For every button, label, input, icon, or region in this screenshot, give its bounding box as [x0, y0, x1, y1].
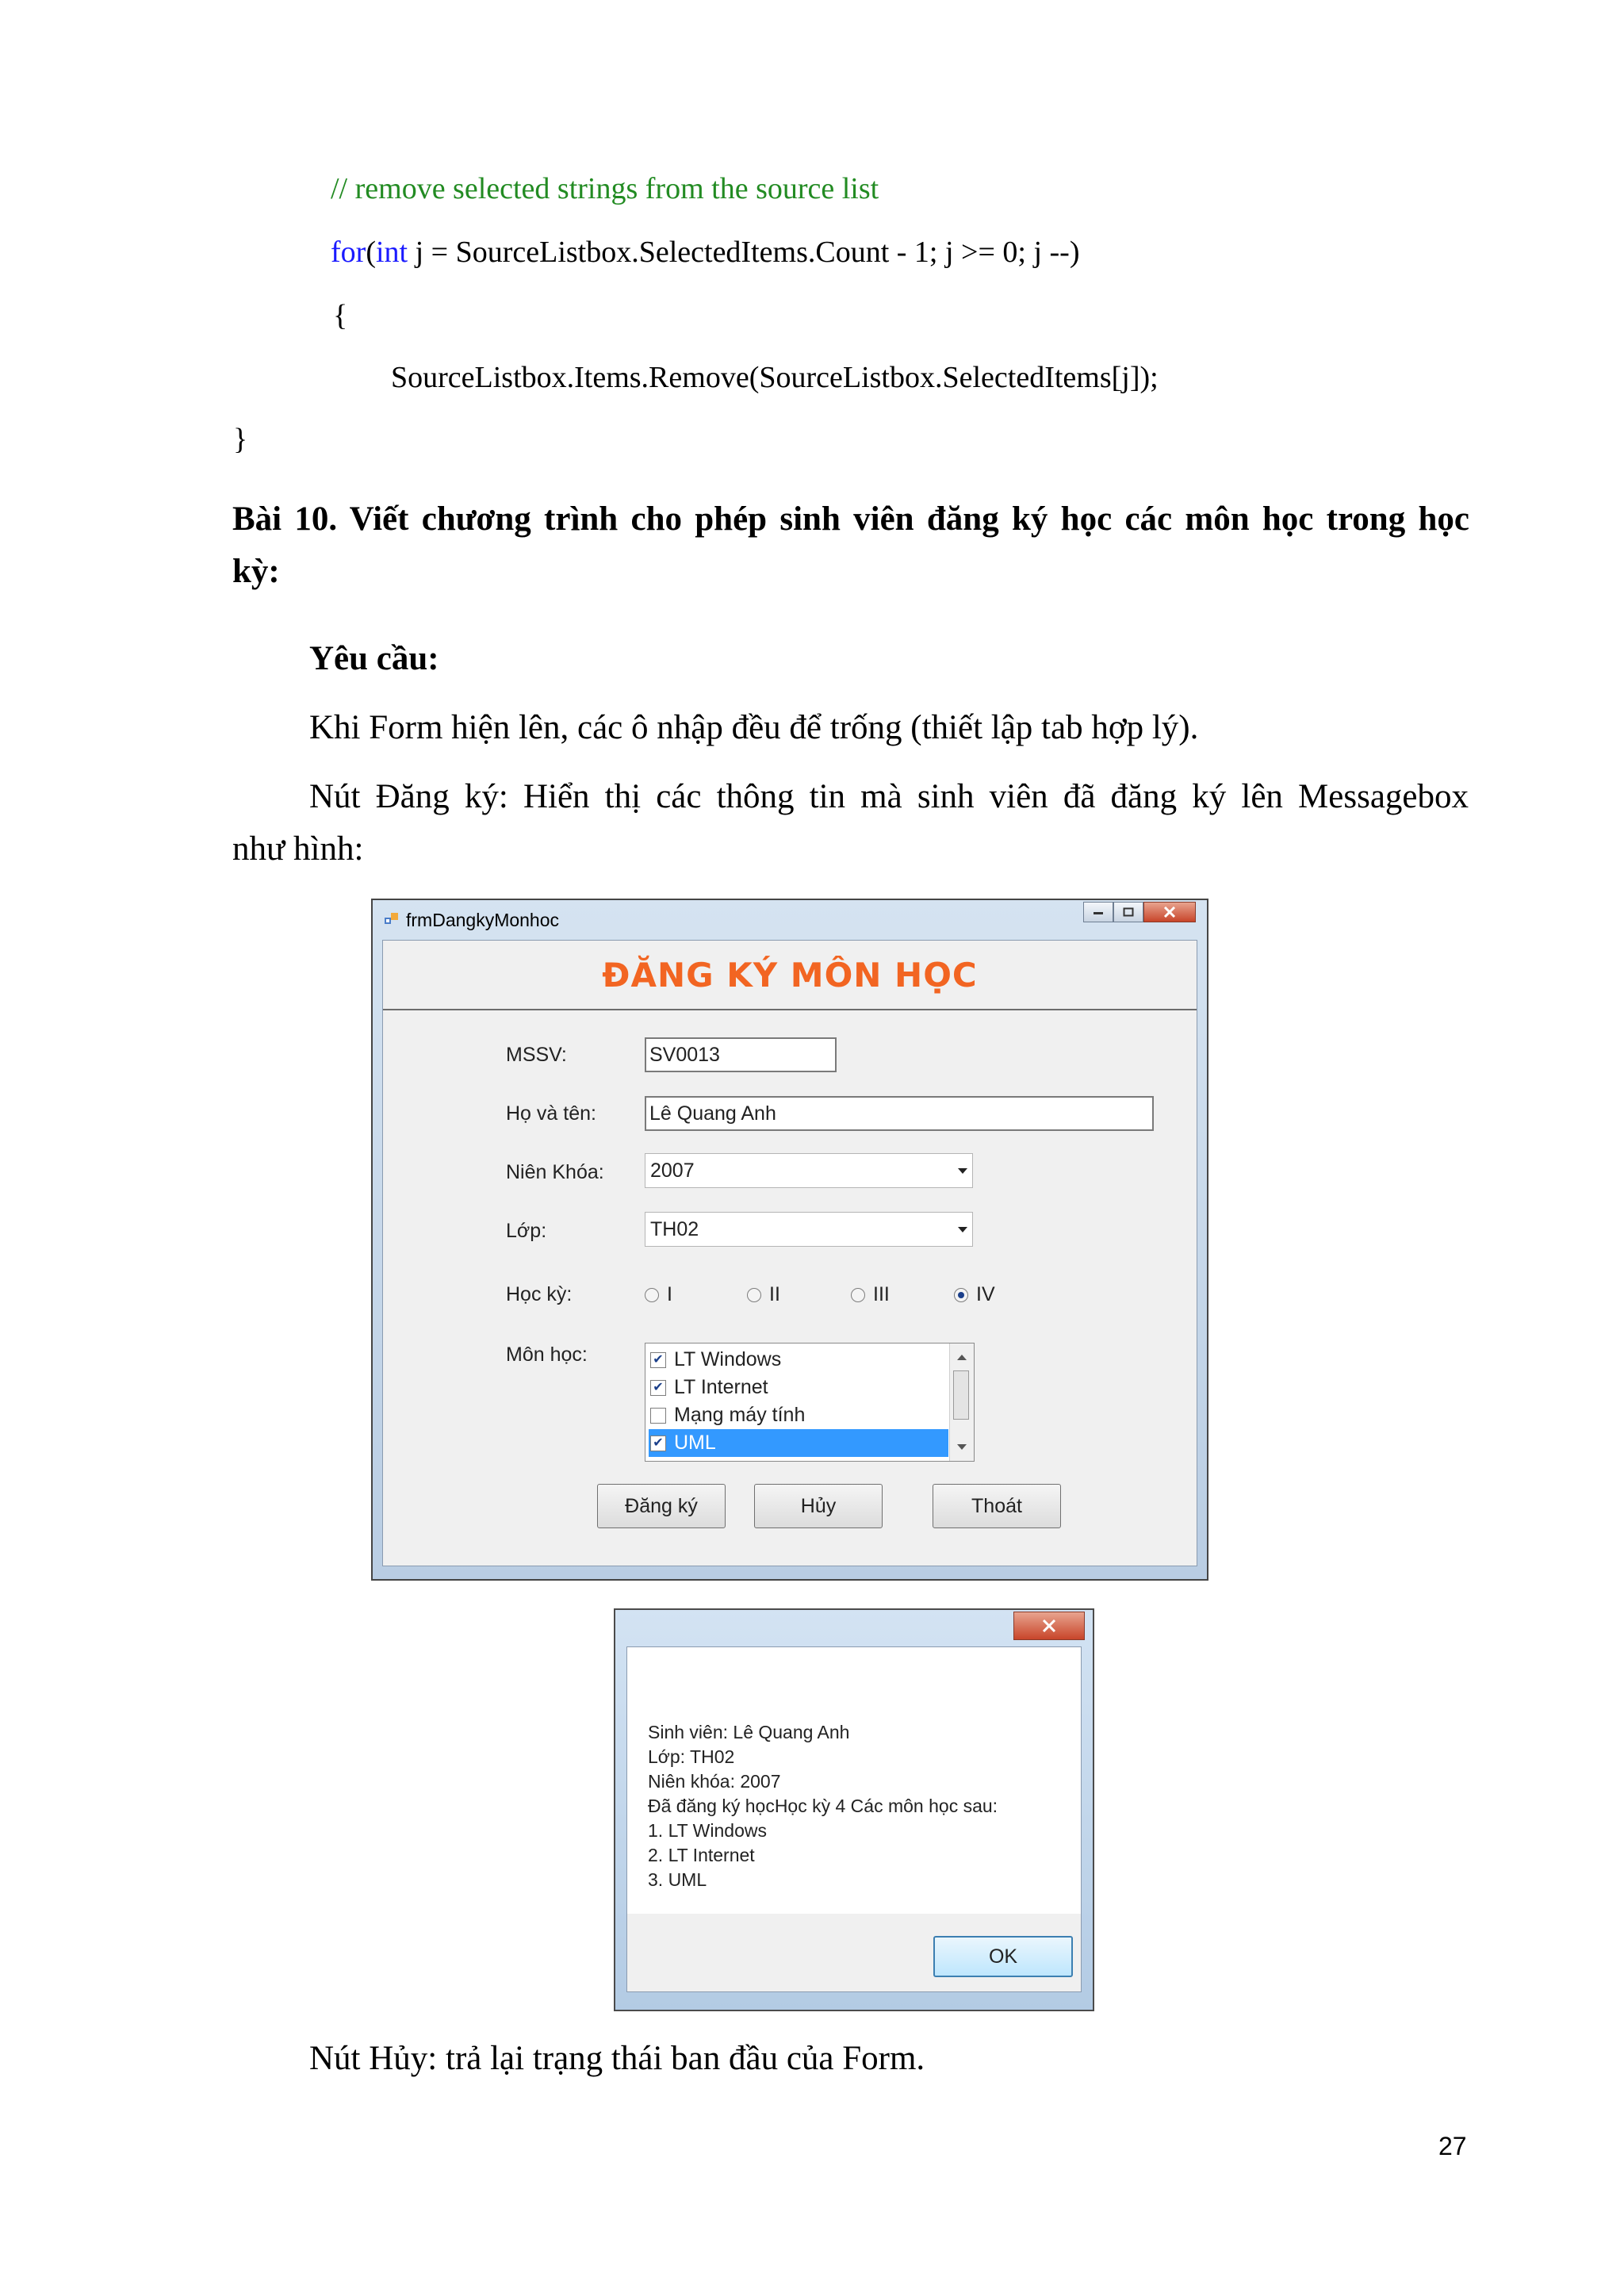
register-button[interactable]: Đăng ký [597, 1484, 726, 1528]
checkbox-checked-icon[interactable]: ✔ [650, 1380, 666, 1396]
listbox-scrollbar[interactable] [949, 1343, 974, 1461]
code-comment: // remove selected strings from the source list [331, 172, 879, 205]
subjects-listbox[interactable] [645, 1343, 975, 1462]
semester-radio-1[interactable] [645, 1283, 672, 1306]
name-label: Họ và tên: [506, 1102, 596, 1125]
messagebox-close-button[interactable] [1013, 1612, 1085, 1640]
exercise-title-line2: kỳ: [232, 553, 280, 590]
message-line: 2. LT Internet [648, 1845, 755, 1865]
app-icon [384, 911, 400, 927]
code-brace-close: } [233, 423, 248, 456]
message-line: Niên khóa: 2007 [648, 1771, 781, 1792]
subject-item-selected[interactable] [649, 1429, 948, 1457]
paragraph-register-button-line2: như hình: [232, 830, 364, 868]
maximize-button[interactable] [1113, 902, 1143, 922]
form-banner [383, 941, 1197, 1010]
chevron-down-icon [958, 1227, 967, 1232]
semester-option-label: I [667, 1283, 672, 1305]
chevron-down-icon [958, 1168, 967, 1174]
message-line: 1. LT Windows [648, 1820, 767, 1841]
subject-item[interactable] [649, 1346, 948, 1374]
semester-label: Học kỳ: [506, 1283, 573, 1305]
requirement-label: Yêu cầu: [309, 640, 439, 677]
minimize-icon [1093, 910, 1104, 914]
semester-option-label: III [873, 1283, 890, 1305]
semester-option-label: II [769, 1283, 780, 1305]
mssv-input[interactable]: SV0013 [645, 1037, 837, 1072]
radio-icon [851, 1288, 865, 1302]
code-brace-open: { [333, 299, 348, 332]
subject-label: UML [674, 1432, 716, 1454]
registration-form-window [371, 899, 1208, 1581]
year-label: Niên Khóa: [506, 1161, 604, 1183]
radio-selected-icon [954, 1288, 968, 1302]
form-banner-title: ĐĂNG KÝ MÔN HỌC [602, 955, 978, 995]
checkbox-unchecked-icon[interactable] [650, 1408, 666, 1424]
code-for-rest: j = SourceListbox.SelectedItems.Count - 1; j >= 0; j --) [408, 236, 1080, 269]
paragraph-cancel-button: Nút Hủy: trả lại trạng thái ban đầu của Form. [309, 2040, 925, 2077]
year-combobox[interactable] [645, 1153, 973, 1188]
scroll-thumb[interactable] [953, 1370, 969, 1420]
class-value: TH02 [650, 1218, 699, 1240]
maximize-icon [1123, 907, 1134, 917]
scroll-up-icon[interactable] [957, 1355, 967, 1360]
close-button[interactable] [1143, 902, 1196, 922]
mssv-label: MSSV: [506, 1044, 567, 1066]
message-line: Sinh viên: Lê Quang Anh [648, 1722, 850, 1742]
cancel-button[interactable]: Hủy [754, 1484, 883, 1528]
close-icon [1042, 1619, 1056, 1632]
paragraph-empty-inputs: Khi Form hiện lên, các ô nhập đều để trống (thiết lập tab hợp lý). [309, 709, 1199, 746]
radio-icon [747, 1288, 761, 1302]
radio-icon [645, 1288, 659, 1302]
subject-label: Mạng máy tính [674, 1404, 806, 1426]
window-title: frmDangkyMonhoc [406, 910, 560, 930]
checkbox-checked-icon[interactable]: ✔ [650, 1352, 666, 1368]
subject-item[interactable] [649, 1401, 948, 1429]
messagebox-client [626, 1646, 1082, 1992]
paragraph-register-button-line1: Nút Đăng ký: Hiển thị các thông tin mà sinh viên đã đăng ký lên Messagebox [309, 778, 1469, 815]
message-line: 3. UML [648, 1869, 707, 1890]
year-value: 2007 [650, 1159, 695, 1182]
messagebox-message-area [627, 1647, 1081, 1914]
name-input[interactable]: Lê Quang Anh [645, 1096, 1154, 1131]
close-icon [1163, 907, 1176, 918]
subject-label: LT Windows [674, 1348, 782, 1370]
semester-option-label: IV [976, 1283, 995, 1305]
code-for-keyword: for [331, 236, 366, 269]
messagebox-window [614, 1608, 1094, 2011]
semester-radio-4[interactable] [954, 1283, 995, 1306]
class-label: Lớp: [506, 1220, 547, 1242]
code-for-line [331, 235, 1079, 270]
form-client-area [382, 940, 1197, 1566]
message-line: Đã đăng ký họcHọc kỳ 4 Các môn học sau: [648, 1796, 998, 1816]
exit-button[interactable]: Thoát [933, 1484, 1061, 1528]
exercise-title-line1: Bài 10. Viết chương trình cho phép sinh viên đăng ký học các môn học trong học [232, 500, 1469, 538]
page-number: 27 [1438, 2132, 1467, 2160]
window-controls [1083, 902, 1196, 922]
ok-button[interactable]: OK [933, 1936, 1073, 1977]
minimize-button[interactable] [1083, 902, 1113, 922]
code-paren: ( [366, 236, 376, 269]
subject-item[interactable] [649, 1374, 948, 1401]
class-combobox[interactable] [645, 1212, 973, 1247]
code-int-keyword: int [375, 236, 408, 269]
checkbox-checked-icon[interactable]: ✔ [650, 1435, 666, 1451]
subject-label: LT Internet [674, 1376, 768, 1398]
semester-radio-2[interactable] [747, 1283, 780, 1306]
code-remove-line: SourceListbox.Items.Remove(SourceListbox.SelectedItems[j]); [391, 361, 1159, 394]
scroll-down-icon[interactable] [957, 1444, 967, 1450]
message-line: Lớp: TH02 [648, 1746, 735, 1767]
semester-radio-3[interactable] [851, 1283, 890, 1306]
subjects-label: Môn học: [506, 1343, 588, 1366]
